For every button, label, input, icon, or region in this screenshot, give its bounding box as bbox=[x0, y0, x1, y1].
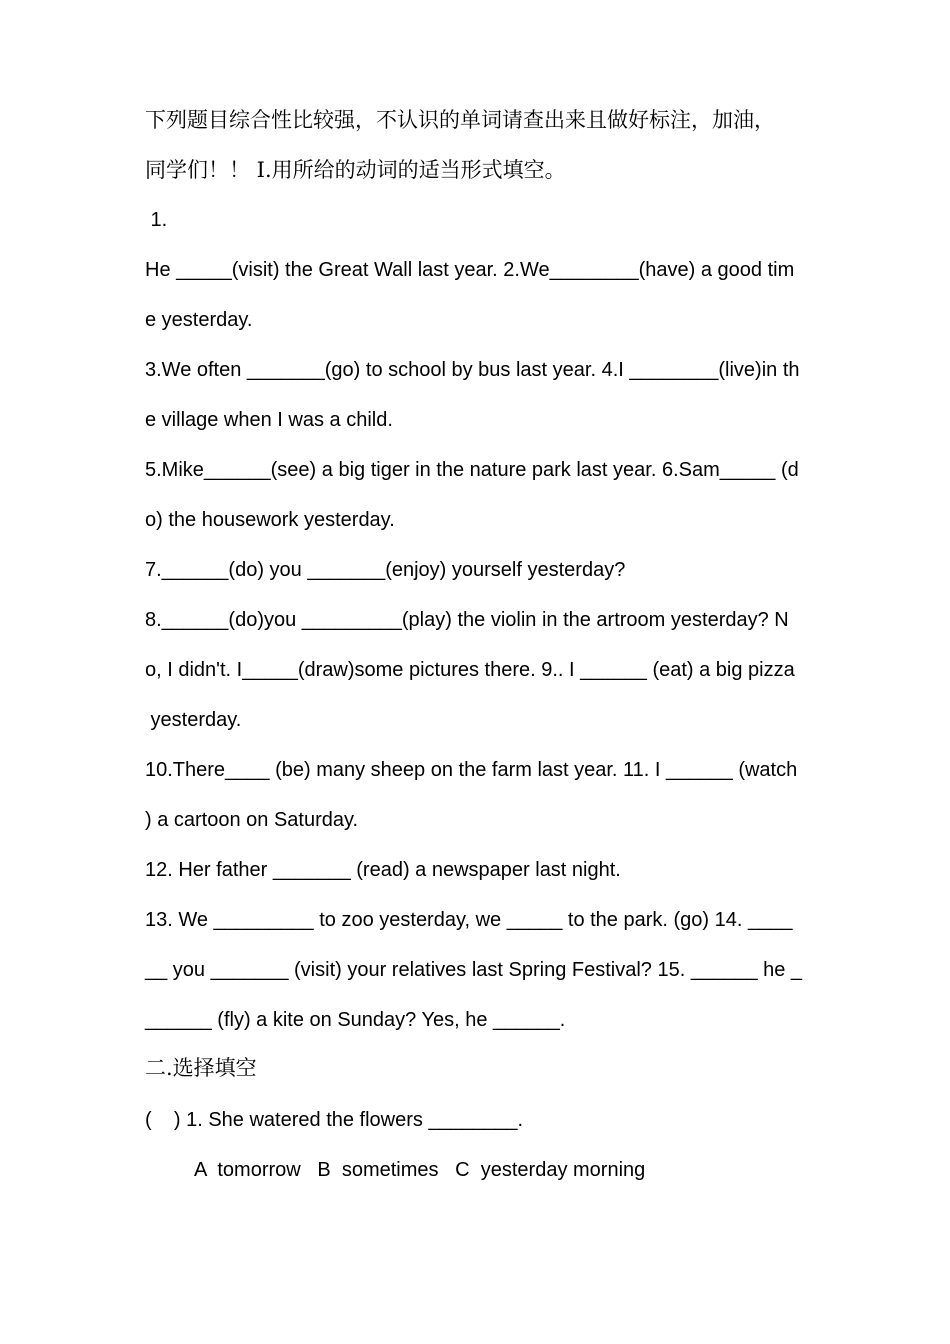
exercise-line: 5.Mike______(see) a big tiger in the nature park last year. 6.Sam_____ (d bbox=[145, 459, 799, 481]
exercise-line: __ you _______ (visit) your relatives last Spring Festival? 15. ______ he _ bbox=[145, 959, 803, 981]
exercise-line: 12. Her father _______ (read) a newspaper last night. bbox=[145, 859, 621, 881]
exercise-line: o) the housework yesterday. bbox=[145, 509, 395, 531]
exercise-line: 3.We often _______(go) to school by bus last year. 4.I ________(live)in th bbox=[145, 359, 800, 381]
exercise-line: 10.There____ (be) many sheep on the farm last year. 11. I ______ (watch bbox=[145, 759, 798, 781]
exercise-line: e yesterday. bbox=[145, 309, 253, 331]
exercise-line: o, I didn't. I_____(draw)some pictures there. 9.. I ______ (eat) a big pizza bbox=[145, 659, 795, 681]
choice-question-1: ( ) 1. She watered the flowers ________. bbox=[145, 1109, 523, 1131]
intro-line-2: 同学们！！ Ⅰ.用所给的动词的适当形式填空。 bbox=[145, 158, 566, 182]
exercise-line: e village when I was a child. bbox=[145, 409, 393, 431]
exercise-line: 7.______(do) you _______(enjoy) yourself yesterday? bbox=[145, 559, 626, 581]
exercise-line: 8.______(do)you _________(play) the violin in the artroom yesterday? N bbox=[145, 609, 789, 631]
exercise-line: 1. bbox=[145, 209, 168, 231]
intro-line-1: 下列题目综合性比较强，不认识的单词请查出来且做好标注，加油， bbox=[145, 108, 775, 132]
section-2-heading: 二.选择填空 bbox=[145, 1056, 257, 1080]
exercise-line: 13. We _________ to zoo yesterday, we _____ to the park. (go) 14. ____ bbox=[145, 909, 793, 931]
exercise-line: ______ (fly) a kite on Sunday? Yes, he ______. bbox=[145, 1009, 566, 1031]
exercise-line: He _____(visit) the Great Wall last year. 2.We________(have) a good tim bbox=[145, 259, 795, 281]
choice-question-1-options: A tomorrow B sometimes C yesterday morning bbox=[194, 1159, 646, 1181]
exercise-line: ) a cartoon on Saturday. bbox=[145, 809, 359, 831]
exercise-line: yesterday. bbox=[145, 709, 242, 731]
